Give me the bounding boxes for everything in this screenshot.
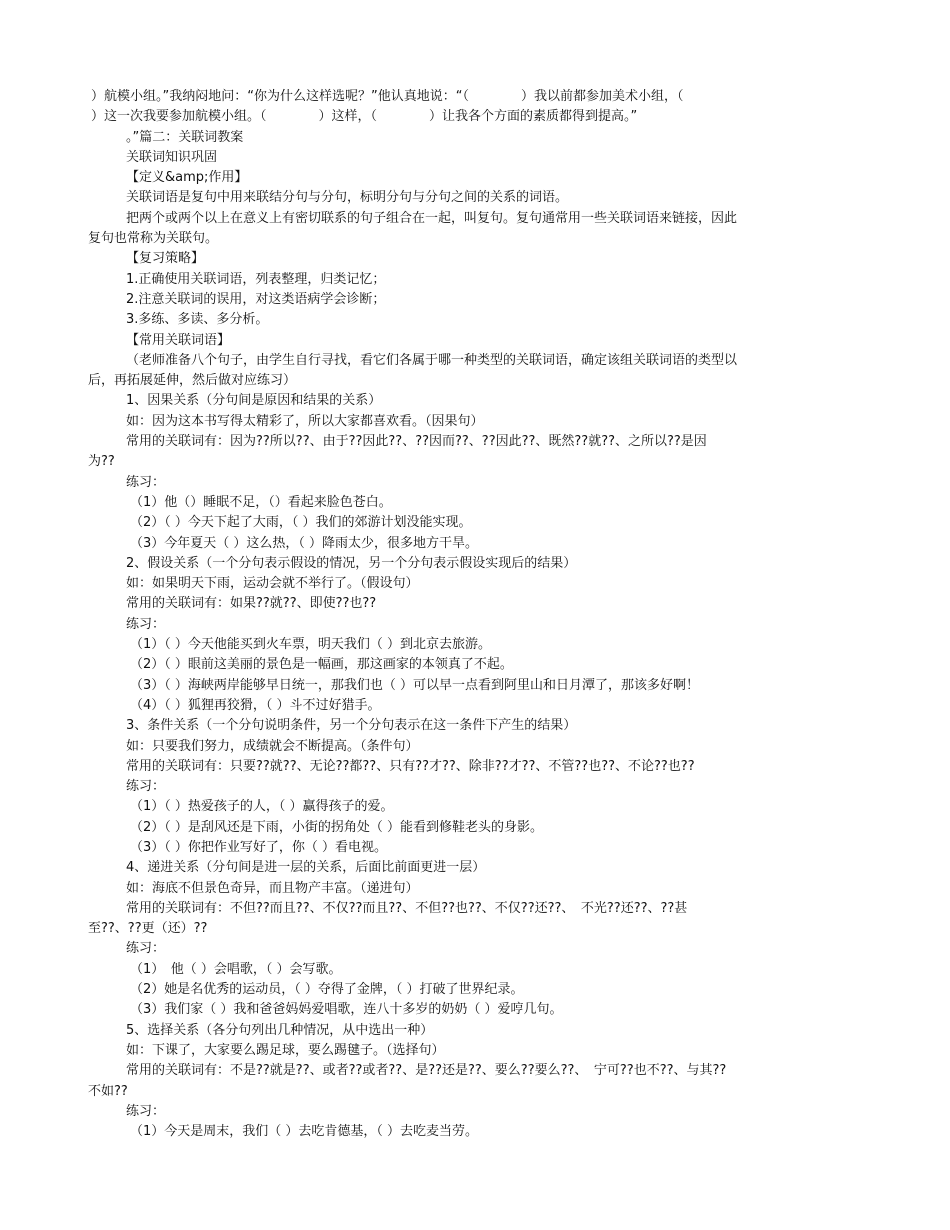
text-line: （3）今年夏天（ ）这么热，（ ）降雨太少，很多地方干旱。 — [130, 535, 479, 551]
text-line: （3）（ ）你把作业写好了，你（ ）看电视。 — [130, 839, 388, 855]
text-line: 4、递进关系（分句间是进一层的关系，后面比前面更进一层） — [126, 860, 486, 876]
text-line: （4）（ ）狐狸再狡猾，（ ）斗不过好猎手。 — [130, 697, 381, 713]
text-line: 常用的关联词有：如果??就??、即使??也?? — [126, 596, 377, 612]
text-line: 至??、??更（还）?? — [88, 921, 208, 937]
text-line: （3）（ ）海峡两岸能够早日统一，那我们也（ ）可以早一点看到阿里山和日月潭了，那该多好啊！ — [130, 677, 700, 693]
text-line: 3、条件关系（一个分句说明条件，另一个分句表示在这一条件下产生的结果） — [126, 718, 577, 734]
text-line: 后，再拓展延伸，然后做对应练习） — [88, 373, 297, 389]
text-line: 练习： — [126, 779, 166, 795]
text-line: 【常用关联词语】 — [126, 332, 231, 348]
text-line: 常用的关联词有：不但??而且??、不仅??而且??、不但??也??、不仅??还??、 不光??还??、??甚 — [126, 900, 688, 916]
text-line: （2）（ ）今天下起了大雨，（ ）我们的郊游计划没能实现。 — [130, 515, 472, 531]
text-line: ）这一次我要参加航模小组。（ ）这样，（ ）让我各个方面的素质都得到提高。” — [91, 109, 638, 125]
text-line: 如：只要我们努力，成绩就会不断提高。（条件句） — [126, 738, 419, 754]
text-line: （2）她是名优秀的运动员，（ ）夺得了金牌，（ ）打破了世界纪录。 — [130, 982, 524, 998]
text-line: （2）（ ）眼前这美丽的景色是一幅画，那这画家的本领真了不起。 — [130, 657, 513, 673]
text-line: 练习： — [126, 1103, 166, 1119]
text-line: 练习： — [126, 941, 166, 957]
text-line: 复句也常称为关联句。 — [88, 231, 219, 247]
text-line: ）航模小组。”我纳闷地问：“你为什么这样选呢？”他认真地说：“（ ）我以前都参加美术小组，（ — [91, 89, 684, 104]
text-line: 【定义&amp;作用】 — [126, 170, 248, 186]
text-line: 如：如果明天下雨，运动会就不举行了。（假设句） — [126, 576, 419, 592]
text-line: 3.多练、多读、多分析。 — [126, 312, 269, 328]
text-line: 常用的关联词有：因为??所以??、由于??因此??、??因而??、??因此??、既然??就??、之所以??是因 — [126, 434, 707, 450]
text-line: （3）我们家（ ）我和爸爸妈妈爱唱歌，连八十多岁的奶奶（ ）爱哼几句。 — [130, 1002, 563, 1018]
text-line: 2、假设关系（一个分句表示假设的情况，另一个分句表示假设实现后的结果） — [126, 555, 577, 571]
text-line: 5、选择关系（各分句列出几种情况，从中选出一种） — [126, 1022, 434, 1038]
text-line: 2.注意关联词的误用，对这类语病学会诊断； — [126, 291, 386, 307]
text-line: 1、因果关系（分句间是原因和结果的关系） — [126, 393, 382, 409]
document-page — [88, 87, 870, 1142]
text-line: 把两个或两个以上在意义上有密切联系的句子组合在一起，叫复句。复句通常用一些关联词语来链接，因此 — [126, 210, 738, 226]
text-line: 如：下课了，大家要么踢足球，要么踢毽子。（选择句） — [126, 1042, 445, 1058]
text-line: 关联词知识巩固 — [126, 149, 218, 165]
text-line: （老师准备八个句子，由学生自行寻找，看它们各属于哪一种类型的关联词语，确定该组关联词语的类型以 — [126, 352, 738, 368]
text-line: （1）（ ）热爱孩子的人，（ ）赢得孩子的爱。 — [130, 799, 394, 815]
text-line: （1）（ ）今天他能买到火车票，明天我们（ ）到北京去旅游。 — [130, 637, 492, 653]
text-line: 关联词语是复句中用来联结分句与分句，标明分句与分句之间的关系的词语。 — [126, 190, 569, 206]
text-line: 1.正确使用关联词语，列表整理，归类记忆； — [126, 271, 386, 287]
text-line: 练习： — [126, 616, 166, 632]
text-line: 不如?? — [88, 1083, 128, 1099]
text-line: 常用的关联词有：只要??就??、无论??都??、只有??才??、除非??才??、不管??也??、不论??也?? — [126, 758, 695, 774]
text-line: 练习： — [126, 474, 166, 490]
text-line: 【复习策略】 — [126, 251, 205, 267]
text-line: （2）（ ）是刮风还是下雨，小街的拐角处（ ）能看到修鞋老头的身影。 — [130, 819, 544, 835]
text-line: （1）今天是周末，我们（ ）去吃肯德基，（ ）去吃麦当劳。 — [130, 1124, 479, 1140]
text-line: 。”篇二：关联词教案 — [126, 129, 244, 145]
text-line: 如：海底不但景色奇异，而且物产丰富。（递进句） — [126, 880, 419, 896]
text-line: 为?? — [88, 454, 115, 470]
text-line: 常用的关联词有：不是??就是??、或者??或者??、是??还是??、要么??要么??、 宁可??也不??、与其?? — [126, 1063, 727, 1079]
text-line: （1）他（）睡眠不足，（）看起来脸色苍白。 — [130, 494, 392, 510]
text-line: 如：因为这本书写得太精彩了，所以大家都喜欢看。（因果句） — [126, 413, 484, 429]
text-line: （1） 他（ ）会唱歌，（ ）会写歌。 — [130, 961, 342, 977]
